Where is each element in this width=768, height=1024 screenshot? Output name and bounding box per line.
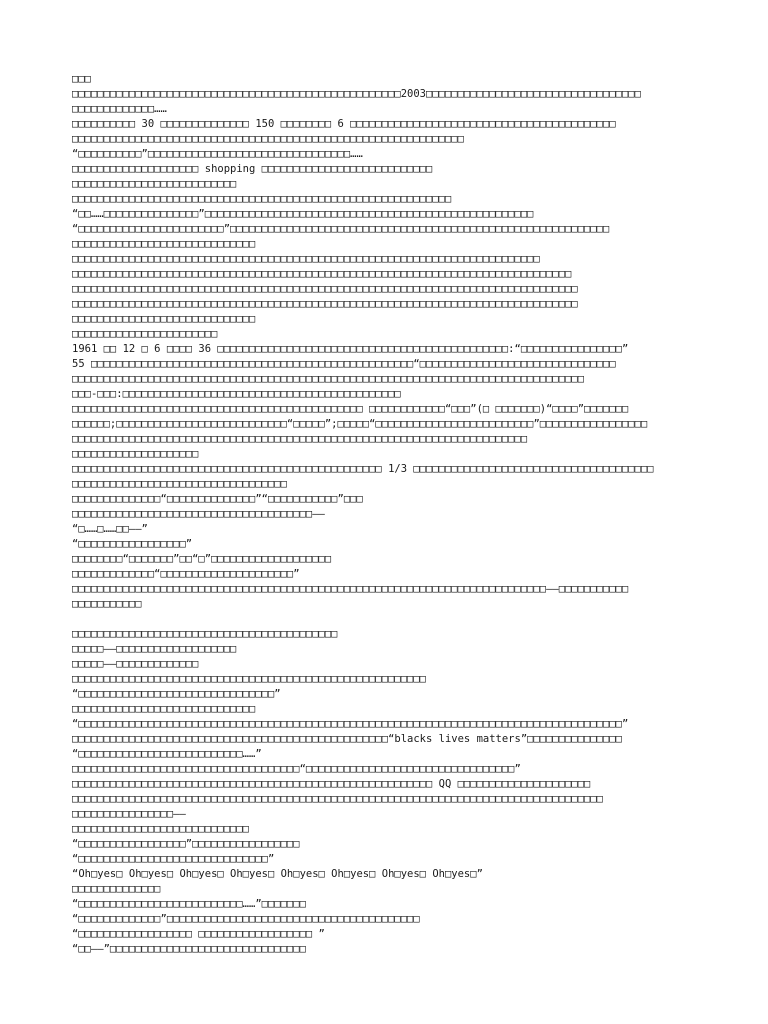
text-line: “□□□□□□□□□□”□□□□□□□□□□□□□□□□□□□□□□□□□□□□□□□□…… bbox=[72, 148, 363, 160]
text-line: “Oh□yes□ Oh□yes□ Oh□yes□ Oh□yes□ Oh□yes□ Oh□yes□ Oh□yes□ Oh□yes□” bbox=[72, 868, 483, 880]
text-line: □□□□□□□□□□□□□□□□□□□□□□□□□□□□□□□□□□ bbox=[72, 478, 287, 490]
text-line: “□□□□□□□□□□□□□□□□□□ □□□□□□□□□□□□□□□□□□ ” bbox=[72, 928, 325, 940]
text-line: □□□□□□□□□□□□□□□□□□□□□□□□□□□□□□□□□□□□□□□□□□□□□□□□□□□□□□□□□□□□□□□□□□□□□□□□□□□□□□□ bbox=[72, 268, 572, 280]
text-line: □□□□□□□□□□□□□□□□□□□□□□□□□□□□ bbox=[72, 823, 250, 835]
text-line: □□□□□□□□“□□□□□□□”□□“□”□□□□□□□□□□□□□□□□□□□ bbox=[72, 553, 332, 565]
text-line: □□□□□□□□□□□□□□□□□□□□□□□□□□□□□□□□□□□□□□□□□□□□□□□□□ 1/3 □□□□□□□□□□□□□□□□□□□□□□□□□□□□□□□□□□□□□□ bbox=[72, 463, 654, 475]
text-line: □□□□□□□□□□□□□□□□□□□□□□□□□□□□□□□□□□□□□□□□□□□□□□□□□□□□□□□□□□□□□□□□□□□□□□□□□□□□□□□□□□□□ bbox=[72, 793, 604, 805]
text-line: □□□□□□;□□□□□□□□□□□□□□□□□□□□□□□□□□□“□□□□□”;□□□□□“□□□□□□□□□□□□□□□□□□□□□□□□□”□□□□□□□□□□□□□□□□□ bbox=[72, 418, 648, 430]
text-line: “□□□□□□□□□□□□□□□□□□□□□□□□□□……”□□□□□□□ bbox=[72, 898, 306, 910]
text-line: □□□□□□□□□□□□□“□□□□□□□□□□□□□□□□□□□□□” bbox=[72, 568, 300, 580]
text-line: □□□□□□□□□□□□□□□□—— bbox=[72, 808, 186, 820]
text-line: □□□□□□□□□□□ bbox=[72, 598, 142, 610]
text-line: “□□□□□□□□□□□□□□□□□□□□□□□□□□□□□□□” bbox=[72, 688, 281, 700]
text-line: □□□ bbox=[72, 73, 91, 85]
text-line: □□□□□□□□□□□□□□□□□□□□□□□□□□□□□□□□□□□□□□□□□□□□□□□□□□□□□□□□□□□□ bbox=[72, 193, 452, 205]
text-line: □□□□□□□□□□□□□□□□□□□□□□□□□□□□□□□□□□□□□□□□□□□□□□□□□□“blacks lives matters”□□□□□□□□□□□□□□□ bbox=[72, 733, 622, 745]
text-line: □□□□□□□□□□□□□□□□□□□□□□□□□□□□□□□□□□□□□□□□□□□□□□□□□□□□□□□□ bbox=[72, 673, 427, 685]
text-line: □□□□□□□□□□□□□□□□□□□□□□□□□□□□□□□□□□□□□□□□□□□□□□□□□□□□□□□□□□□□□□□□□□□□□□□□□□□□□□□□ bbox=[72, 283, 578, 295]
text-line: “□□□□□□□□□□□□□□□□□” bbox=[72, 538, 193, 550]
text-line: □□□□□□□□□□□□□□□□□□□□□□□□□□□□□□□□□□□□□□□□□□ bbox=[72, 628, 338, 640]
text-line: “□□□□□□□□□□□□□□□□□□□□□□□”□□□□□□□□□□□□□□□□□□□□□□□□□□□□□□□□□□□□□□□□□□□□□□□□□□□□□□□□□□□□ bbox=[72, 223, 610, 235]
text-line: □□□-□□□:□□□□□□□□□□□□□□□□□□□□□□□□□□□□□□□□□□□□□□□□□□□□ bbox=[72, 388, 401, 400]
text-line: □□□□□□□□□□□□□□□□□□□□□□□□□□□□□□□□□□□□□□□□□□□□□□□□□□□□□□□□□□□□□□□□□□□□□□□□□□□□□□□□ bbox=[72, 298, 578, 310]
text-line: □□□□□□□□□□□□□□□□□□□□□□□□□□□□□ bbox=[72, 238, 256, 250]
text-line: □□□□□□□□□□□□□□□□□□□□ bbox=[72, 448, 199, 460]
text-line: “□□□□□□□□□□□□□□□□□□□□□□□□□□……” bbox=[72, 748, 262, 760]
text-line: □□□□□□□□□□□□□□□□□□□□□□□□□□□□□□□□□□□□“□□□□□□□□□□□□□□□□□□□□□□□□□□□□□□□□□” bbox=[72, 763, 521, 775]
text-line: □□□□□□□□□□□□□□□□□□□□□□□□□□□□□□□□□□□□□□□□□□□□□□□□□□□□2003□□□□□□□□□□□□□□□□□□□□□□□□□□□□□□□□□□ bbox=[72, 88, 641, 100]
text-line bbox=[72, 612, 706, 627]
text-line: □□□□□□□□□□□□□□□□□□□□□□□□□□ bbox=[72, 178, 237, 190]
text-line: □□□□□——□□□□□□□□□□□□□ bbox=[72, 658, 199, 670]
text-line: □□□□□□□□□□□□□□□□□□□□□□□□□□□□□□□□□□□□□□□□□□□□□□ □□□□□□□□□□□□“□□□”(□ □□□□□□□)“□□□□”□□□□□□□ bbox=[72, 403, 629, 415]
text-line: □□□□□□□□□□□□□□□□□□□□□□□□□□□□□□□□□□□□□□□□□□□□□□□□□□□□□□□□□□□□□□□□□□□□□□□□□□ bbox=[72, 253, 540, 265]
document-page bbox=[72, 72, 706, 957]
text-line: 1961 □□ 12 □ 6 □□□□ 36 □□□□□□□□□□□□□□□□□□□□□□□□□□□□□□□□□□□□□□□□□□□□□□:“□□□□□□□□□□□□□□□□” bbox=[72, 343, 629, 355]
text-line: “□□□□□□□□□□□□□□□□□□□□□□□□□□□□□□” bbox=[72, 853, 275, 865]
text-line: □□□□□□□□□□□□□□ bbox=[72, 883, 161, 895]
text-line: □□□□□□□□□□□□□□□□□□□□□□□□□□□□□ bbox=[72, 313, 256, 325]
text-line: “□□□□□□□□□□□□□”□□□□□□□□□□□□□□□□□□□□□□□□□□□□□□□□□□□□□□□□ bbox=[72, 913, 420, 925]
text-line: □□□□□□□□□□□□□□□□□□□□□□□ bbox=[72, 328, 218, 340]
text-line: □□□□□——□□□□□□□□□□□□□□□□□□□ bbox=[72, 643, 237, 655]
text-line: □□□□□□□□□□□□□□□□□□□□ shopping □□□□□□□□□□□□□□□□□□□□□□□□□□□ bbox=[72, 163, 433, 175]
text-line: □□□□□□□□□□□□□□□□□□□□□□□□□□□□□□□□□□□□□□□□□□□□□□□□□□□□□□□□□□□□□□□□□□□□□□□□□□□——□□□□□□□□□□□ bbox=[72, 583, 629, 595]
text-line: □□□□□□□□□□□□□□□□□□□□□□□□□□□□□□□□□□□□□□□□□□□□□□□□□□□□□□□□□□□□□□□□□□□□□□□□□□□□□□□□□ bbox=[72, 373, 585, 385]
text-line: □□□□□□□□□□□□□□□□□□□□□□□□□□□□□□□□□□□□□□—— bbox=[72, 508, 325, 520]
text-line: “□□□□□□□□□□□□□□□□□□□□□□□□□□□□□□□□□□□□□□□□□□□□□□□□□□□□□□□□□□□□□□□□□□□□□□□□□□□□□□□□□□□□□□” bbox=[72, 718, 629, 730]
text-line: 55 □□□□□□□□□□□□□□□□□□□□□□□□□□□□□□□□□□□□□□□□□□□□□□□□□□□“□□□□□□□□□□□□□□□□□□□□□□□□□□□□□□□ bbox=[72, 358, 616, 370]
text-line: □□□□□□□□□□□□□…… bbox=[72, 103, 167, 115]
text-line: □□□□□□□□□□□□□□□□□□□□□□□□□□□□□□□□□□□□□□□□□□□□□□□□□□□□□□□□□ QQ □□□□□□□□□□□□□□□□□□□□□ bbox=[72, 778, 591, 790]
text-line: “□□——”□□□□□□□□□□□□□□□□□□□□□□□□□□□□□□□ bbox=[72, 943, 306, 955]
text-line: □□□□□□□□□□□□□□“□□□□□□□□□□□□□□”“□□□□□□□□□□□”□□□ bbox=[72, 493, 363, 505]
text-line: □□□□□□□□□□ 30 □□□□□□□□□□□□□□ 150 □□□□□□□□ 6 □□□□□□□□□□□□□□□□□□□□□□□□□□□□□□□□□□□□□□□□□□ bbox=[72, 118, 616, 130]
text-line: □□□□□□□□□□□□□□□□□□□□□□□□□□□□□□□□□□□□□□□□□□□□□□□□□□□□□□□□□□□□□□ bbox=[72, 133, 464, 145]
text-line: “□□……□□□□□□□□□□□□□□□”□□□□□□□□□□□□□□□□□□□□□□□□□□□□□□□□□□□□□□□□□□□□□□□□□□□□ bbox=[72, 208, 534, 220]
text-line: “□……□……□□——” bbox=[72, 523, 148, 535]
text-line: “□□□□□□□□□□□□□□□□□”□□□□□□□□□□□□□□□□□ bbox=[72, 838, 300, 850]
text-line: □□□□□□□□□□□□□□□□□□□□□□□□□□□□□□□□□□□□□□□□□□□□□□□□□□□□□□□□□□□□□□□□□□□□□□□□ bbox=[72, 433, 528, 445]
text-line: □□□□□□□□□□□□□□□□□□□□□□□□□□□□□ bbox=[72, 703, 256, 715]
